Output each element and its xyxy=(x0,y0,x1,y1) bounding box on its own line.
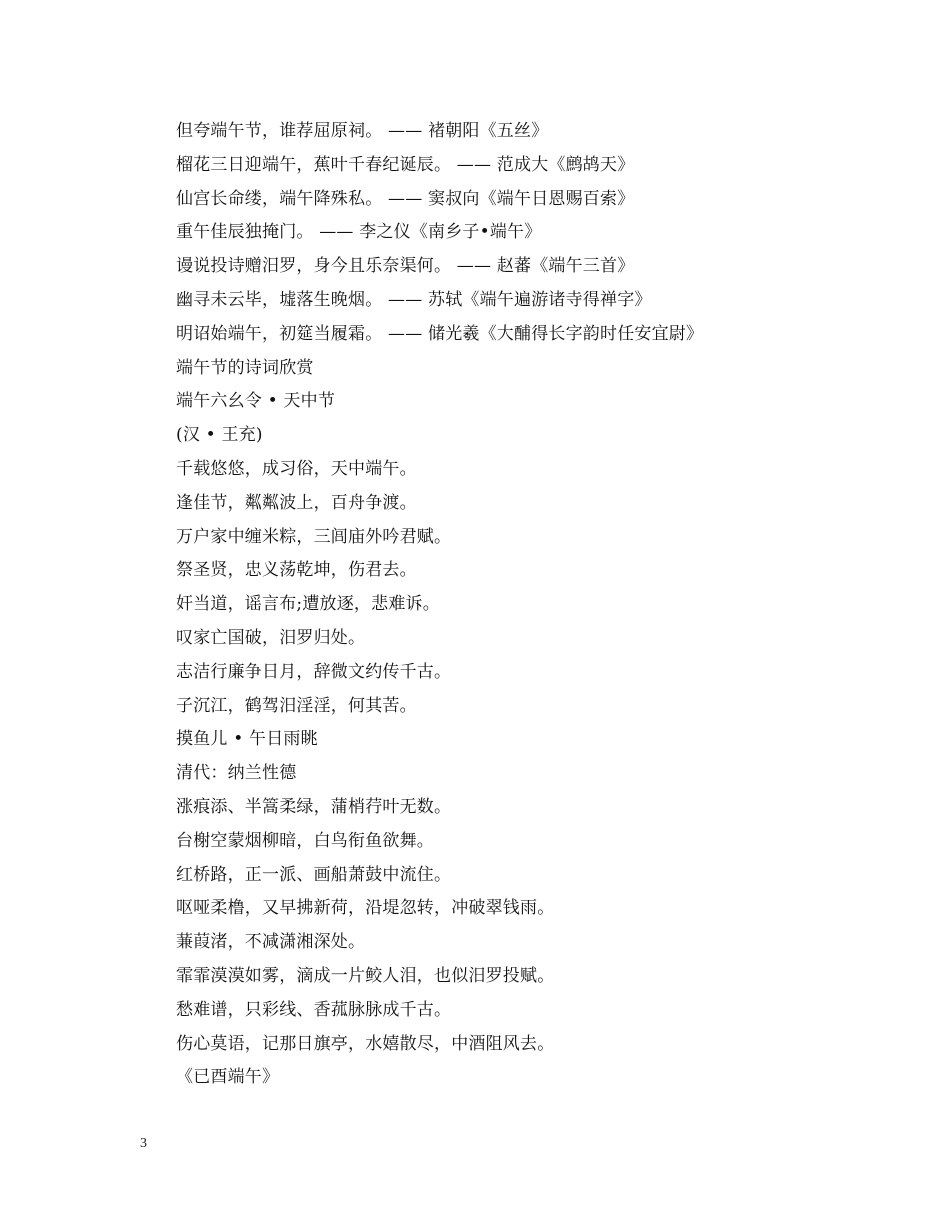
text-line: 谩说投诗赠汨罗，身今且乐奈渠何。 —— 赵蕃《端午三首》 xyxy=(176,256,635,277)
poem-line: 子沉江，鹤驾汨淫淫，何其苦。 xyxy=(176,695,417,716)
poem-line: 红桥路，正一派、画船萧鼓中流住。 xyxy=(176,864,452,885)
poem-line: 千载悠悠，成习俗，天中端午。 xyxy=(176,458,417,479)
poem-line: 呕哑柔橹，又早拂新荷，沿堤忽转，冲破翠钱雨。 xyxy=(176,898,555,919)
poem-line: 逢佳节，粼粼波上，百舟争渡。 xyxy=(176,492,417,513)
poem-title: 端午六幺令 • 天中节 xyxy=(176,391,336,412)
poem-author: 清代：纳兰性德 xyxy=(176,763,297,784)
poem-line: 志洁行廉争日月，辞微文约传千古。 xyxy=(176,661,452,682)
poem-line: 伤心莫语，记那日旗亭，水嬉散尽，中酒阻风去。 xyxy=(176,1033,555,1054)
page-number: 3 xyxy=(140,1136,147,1151)
poem-line: 祭圣贤，忠义荡乾坤，伤君去。 xyxy=(176,560,417,581)
poem-line: 涨痕添、半篙柔绿，蒲梢荇叶无数。 xyxy=(176,796,452,817)
text-line: 榴花三日迎端午，蕉叶千春纪诞辰。 —— 范成大《鹧鸪天》 xyxy=(176,154,635,175)
poem-line: 台榭空蒙烟柳暗，白鸟衔鱼欲舞。 xyxy=(176,830,434,851)
text-line: 但夸端午节，谁荐屈原祠。 —— 褚朝阳《五丝》 xyxy=(176,121,549,141)
poem-line: 万户家中缠米粽，三闾庙外吟君赋。 xyxy=(176,526,452,547)
poem-line: 霏霏漠漠如雾，滴成一片鲛人泪，也似汨罗投赋。 xyxy=(176,965,555,986)
text-line: 仙宫长命缕，端午降殊私。 —— 窦叔向《端午日恩赐百索》 xyxy=(176,188,635,209)
text-line: 幽寻未云毕，墟落生晚烟。 —— 苏轼《端午遍游诸寺得禅字》 xyxy=(176,289,652,310)
poem-title: 《已酉端午》 xyxy=(176,1067,280,1088)
poem-author: (汉 • 王充) xyxy=(176,425,263,446)
text-line: 明诏始端午，初筵当履霜。 —— 储光羲《大酺得长字韵时任安宜尉》 xyxy=(176,323,704,344)
poem-line: 奸当道，谣言布;遭放逐，悲难诉。 xyxy=(176,594,440,615)
text-line: 重午佳辰独掩门。 —— 李之仪《南乡子•端午》 xyxy=(176,222,542,243)
poem-line: 叹家亡国破，汨罗归处。 xyxy=(176,627,366,648)
document-body xyxy=(176,115,896,1095)
poem-title: 摸鱼儿 • 午日雨眺 xyxy=(176,729,318,750)
poem-line: 蒹葭渚，不减潇湘深处。 xyxy=(176,932,366,953)
poem-line: 愁难谱，只彩线、香菰脉脉成千古。 xyxy=(176,999,452,1020)
section-heading: 端午节的诗词欣赏 xyxy=(176,357,314,378)
